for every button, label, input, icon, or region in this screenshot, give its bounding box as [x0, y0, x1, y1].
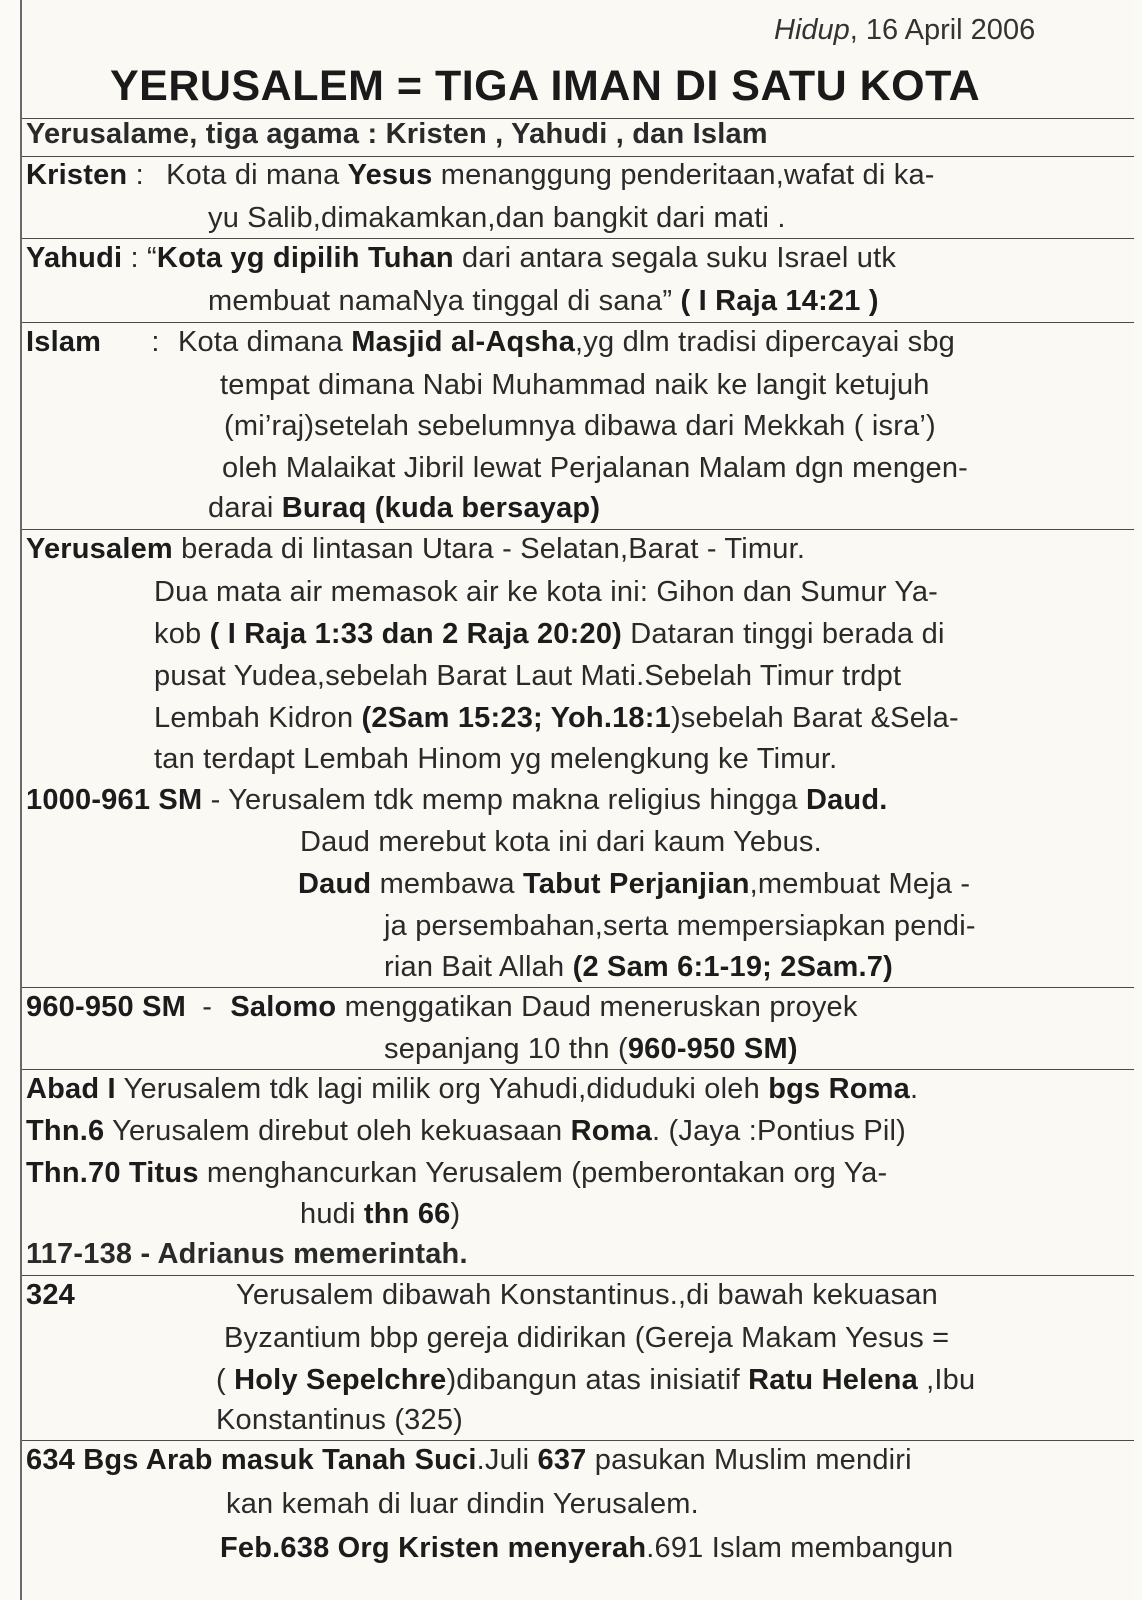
emphasis: Feb.638 Org Kristen menyerah [220, 1532, 647, 1564]
page-title: YERUSALEM = TIGA IMAN DI SATU KOTA [110, 62, 981, 110]
geo-line-2: Dua mata air memasok air ke kota ini: Gihon dan Sumur Ya- [154, 576, 939, 608]
islam-line-5 [208, 490, 600, 526]
kristen-line-2: yu Salib,dimakamkan,dan bangkit dari mati . [208, 202, 786, 234]
text: darai [208, 492, 282, 524]
divider [22, 529, 1134, 530]
geo-line-6: tan terdapt Lembah Hinom yg melengkung ke Timur. [154, 743, 838, 775]
emphasis: Thn.6 [26, 1115, 105, 1147]
text: ,membuat Meja - [749, 868, 971, 900]
emphasis: Buraq (kuda bersayap) [281, 492, 601, 524]
text: membuat namaNya tinggal di sana” [208, 285, 681, 317]
text: menanggung penderitaan,wafat di ka- [432, 159, 935, 191]
text: Yerusalem direbut oleh kekuasaan [104, 1115, 571, 1147]
emphasis: thn 66 [363, 1198, 451, 1230]
emphasis: Roma [570, 1115, 653, 1147]
text: )sebelah Barat &Sela- [670, 702, 959, 734]
salomo-line-2 [384, 1031, 798, 1067]
yahudi-label: Yahudi [26, 242, 123, 274]
emphasis: 634 Bgs Arab masuk Tanah Suci [26, 1444, 477, 1476]
newspaper-clipping [20, 0, 1134, 1600]
scripture-ref: (2Sam 15:23; Yoh.18:1 [361, 702, 671, 734]
emphasis: 637 [537, 1444, 587, 1476]
emphasis: Yerusalem [26, 533, 173, 565]
divider [22, 1275, 1134, 1276]
text: rian Bait Allah [384, 951, 573, 983]
text: )dibangun atas inisiatif [446, 1364, 749, 1396]
geo-line-4: pusat Yudea,sebelah Barat Laut Mati.Sebelah Timur trdpt [154, 660, 902, 692]
publication-name: Hidup [774, 14, 850, 46]
text: - Yerusalem tdk memp makna religius hingga [202, 784, 806, 816]
text: .691 Islam membangun [646, 1532, 954, 1564]
daud-line-2: Daud merebut kota ini dari kaum Yebus. [300, 826, 822, 858]
text: ) [450, 1198, 461, 1230]
emphasis: Ratu Helena [748, 1364, 918, 1396]
islam-line-2: tempat dimana Nabi Muhammad naik ke langit ketujuh [220, 369, 930, 401]
emphasis: Holy Sepelchre [234, 1364, 447, 1396]
text: .Juli [476, 1444, 538, 1476]
text: ( [216, 1364, 235, 1396]
emphasis: bgs Roma [768, 1073, 910, 1105]
text: dari antara segala suku Israel utk [453, 242, 897, 274]
geo-line-5 [154, 700, 959, 736]
emphasis: Thn.70 Titus [26, 1157, 199, 1189]
konstantinus-line-2: Byzantium bbp gereja didirikan (Gereja Makam Yesus = [224, 1322, 950, 1354]
text: . (Jaya :Pontius Pil) [652, 1115, 907, 1147]
islam-line-3: (mi’raj)setelah sebelumnya dibawa dari Mekkah ( isra’) [224, 410, 936, 442]
daud-line-4: ja persembahan,serta mempersiapkan pendi- [384, 910, 976, 942]
arab-line-2: kan kemah di luar dindin Yerusalem. [226, 1488, 699, 1520]
text: . [909, 1073, 919, 1105]
text: menghancurkan Yerusalem (pemberontakan org Ya- [198, 1157, 888, 1189]
salomo-line-1 [26, 989, 858, 1025]
text: menggatikan Daud meneruskan proyek [336, 991, 858, 1023]
kristen-line-1 [26, 157, 935, 193]
kristen-label: Kristen [26, 159, 128, 191]
emphasis: Abad I [26, 1073, 116, 1105]
daud-line-3 [298, 866, 970, 902]
text: Kota di mana [166, 159, 348, 191]
text: membawa [371, 868, 523, 900]
islam-line-4: oleh Malaikat Jibril lewat Perjalanan Malam dgn mengen- [222, 452, 969, 484]
roma-line-2 [26, 1113, 906, 1149]
scripture-ref: (2 Sam 6:1-19; 2Sam.7) [572, 951, 893, 983]
text: Yerusalem tdk lagi milik org Yahudi,diduduki oleh [115, 1073, 769, 1105]
divider [22, 987, 1134, 988]
text: pasukan Muslim mendiri [586, 1444, 912, 1476]
emphasis: Tabut Perjanjian [523, 868, 750, 900]
subtitle: Yerusalame, tiga agama : Kristen , Yahudi , dan Islam [26, 118, 768, 150]
text: hudi [300, 1198, 364, 1230]
daud-line-1 [26, 782, 888, 818]
daud-line-5 [384, 949, 893, 985]
text: Lembah Kidron [154, 702, 362, 734]
separator: - [194, 991, 221, 1023]
daud-label: 1000-961 SM [26, 784, 203, 816]
emphasis: Masjid al-Aqsha [351, 326, 576, 358]
divider [22, 322, 1134, 323]
arab-line-1 [26, 1442, 912, 1478]
divider [22, 238, 1134, 239]
islam-line-1 [26, 324, 955, 360]
text: kob [154, 618, 210, 650]
roma-line-4 [300, 1196, 460, 1232]
scripture-ref: ( I Raja 14:21 ) [680, 285, 879, 317]
publication-date: , 16 April 2006 [849, 14, 1036, 46]
scripture-ref: ( I Raja 1:33 dan 2 Raja 20:20) [209, 618, 623, 650]
emphasis: Daud [298, 868, 372, 900]
yahudi-line-1 [26, 240, 896, 276]
source-dateline [774, 14, 1035, 47]
separator: : “ [122, 242, 157, 274]
yahudi-line-2 [208, 283, 879, 319]
divider [22, 1440, 1134, 1441]
text: berada di lintasan Utara - Selatan,Barat - Timur. [172, 533, 806, 565]
emphasis: Daud. [805, 784, 888, 816]
text: ,yg dlm tradisi dipercayai sbg [575, 326, 955, 358]
year-label: 324 [26, 1279, 75, 1311]
salomo-label: 960-950 SM [26, 991, 186, 1023]
roma-line-1 [26, 1071, 918, 1107]
emphasis: 960-950 SM) [627, 1033, 798, 1065]
geo-line-3 [154, 616, 945, 652]
emphasis: Salomo [230, 991, 337, 1023]
emphasis: Kota yg dipilih Tuhan [156, 242, 454, 274]
roma-line-5: 117-138 - Adrianus memerintah. [26, 1238, 468, 1270]
text: Dataran tinggi berada di [622, 618, 945, 650]
geo-line-1 [26, 531, 805, 567]
konstantinus-line-3 [216, 1362, 975, 1398]
roma-line-3 [26, 1155, 887, 1191]
separator: : [143, 326, 168, 358]
separator: : [127, 159, 153, 191]
emphasis: Yesus [347, 159, 433, 191]
text: Kota dimana [177, 326, 352, 358]
text: sepanjang 10 thn ( [384, 1033, 628, 1065]
konstantinus-line-1: Yerusalem dibawah Konstantinus.,di bawah kekuasan [236, 1279, 938, 1311]
arab-line-3 [220, 1530, 953, 1566]
konstantinus-line-4: Konstantinus (325) [216, 1404, 464, 1436]
divider [22, 1069, 1134, 1070]
konstantinus-label [26, 1277, 75, 1313]
text: ,Ibu [917, 1364, 976, 1396]
islam-label: Islam [26, 326, 102, 358]
